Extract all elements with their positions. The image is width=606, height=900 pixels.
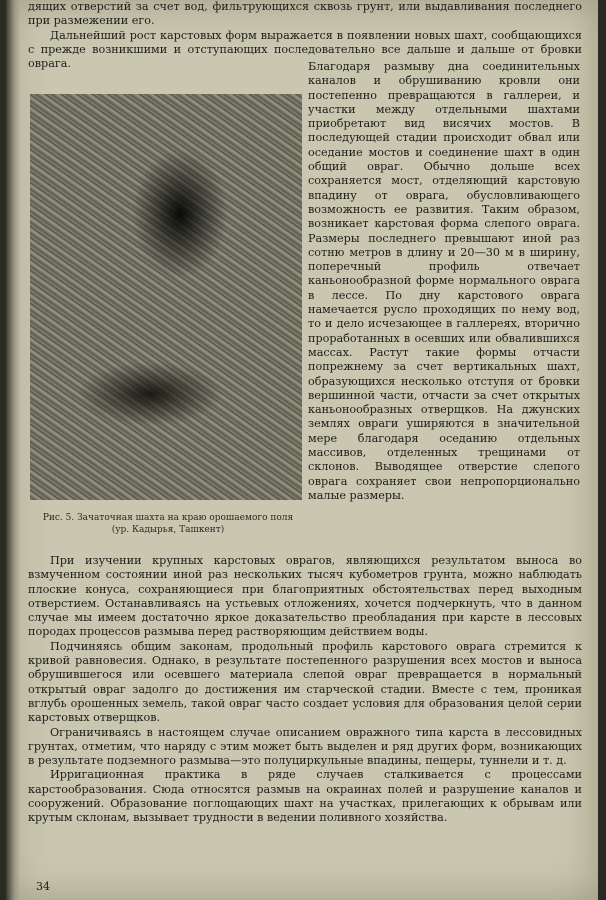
paragraph-cones: При изучении крупных карстовых оврагов, являющихся результатом выноса во взмученном состоянии иной раз нескольких тысяч кубометров грунта, можно наблюдать плоские конуса, сохраняющиеся при благоприятных обстоятельствах перед выходным отверстием. Останавливаясь на устьевых отложениях, хочется подчеркнуть, что в данном случае мы имеем достаточно яркое доказательство преобладания при карсте в лессовых породах процессов размыва перед растворяющим действием воды. [28, 554, 582, 639]
page-number: 34 [36, 880, 50, 893]
paragraph-karst-growth: Дальнейший рост карстовых форм выражается в появлении новых шахт, сообщающихся с прежде возникшими и отступающих последовательно все дальше и дальше от бровки оврага. [28, 28, 582, 71]
figure-caption: Рис. 5. Зачаточная шахта на краю орошаемого поля (ур. Кадырья, Ташкент) [42, 513, 294, 535]
book-page [6, 0, 598, 900]
bottom-text-block [28, 554, 582, 826]
right-column-text [308, 60, 580, 503]
paragraph-irrigation: Ирригационная практика в ряде случаев сталкивается с процессами карстообразования. Сюда относятся размыв на окраинах полей и разрушение каналов и сооружений. Образование поглощающих шахт на участках, прилегающих к обрывам или крутым склонам, вызывает трудности в ведении поливного хозяйства. [28, 768, 582, 825]
figure-photo [30, 94, 302, 500]
paragraph-other-forms: Ограничиваясь в настоящем случае описанием овражного типа карста в лессовидных грунтах, отметим, что наряду с этим может быть выделен и ряд других форм, возникающих в результате подземного размыва—это полуциркульные впадины, пещеры, туннели и т. д. [28, 725, 582, 768]
book-spine-shadow [6, 0, 20, 900]
paragraph-continued: дящих отверстий за счет вод, фильтрующихся сквозь грунт, или выдавливания последнего при размежении его. [28, 0, 582, 28]
paragraph-profile: Подчиняясь общим законам, продольный профиль карстового оврага стремится к кривой равновесия. Однако, в результате постепенного разрушения всех мостов и выноса обрушившегося или осевшего материала слепой овраг превращается в нормальный открытый овраг задолго до достижения им старческой стадии. Вместе с тем, проникая вглубь орошенных земель, такой овраг часто создает условия для образования целой серии карстовых отверщков. [28, 639, 582, 725]
paragraph-right-column: Благодаря размыву дна соединительных каналов и обрушиванию кровли они постепенно превращаются в галлереи, и участки между отдельными шахтами приобретают вид висячих мостов. В последующей стадии происходит обвал или оседание мостов и соединение шахт в один общий овраг. Обычно дольше всех сохраняется мост, отделяющий карстовую впадину от оврага, обусловливающего возможность ее развития. Таким образом, возникает карстовая форма слепого оврага. Размеры последнего превышают иной раз сотню метров в длину и 20—30 м в ширину, поперечный профиль отвечает каньонообразной форме нормального оврага в лессе. По дну карстового оврага намечается русло проходящих по нему вод, то и дело исчезающее в галлереях, вторично проработанных в осевших или обвалившихся массах. Растут такие формы отчасти попрежнему за счет вертикальных шахт, образующихся несколько отступя от бровки вершинной части, отчасти за счет открытых каньонообразных отверщков. На джунских землях овраги уширяются в значительной мере благодаря оседанию отдельных массивов, отделенных трещинами от склонов. Выводящее отверстие слепого оврага сохраняет свои непропорционально малые размеры. [308, 60, 580, 502]
